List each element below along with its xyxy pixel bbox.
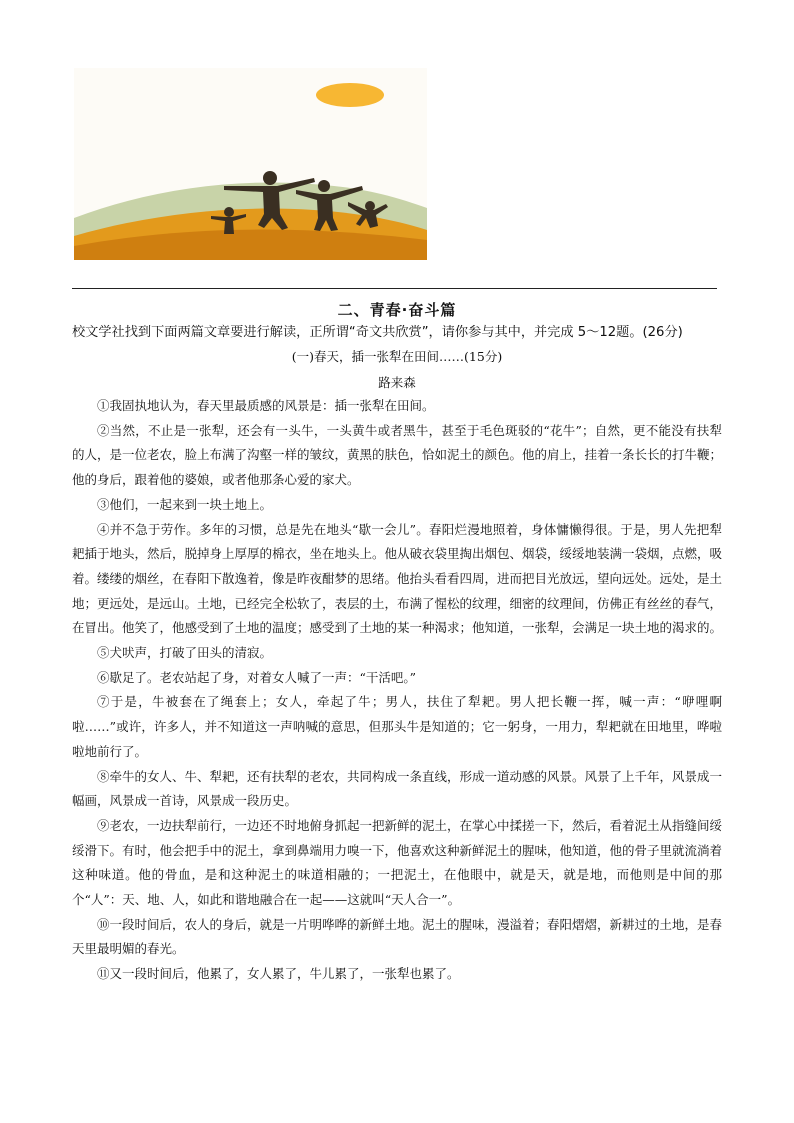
sun-icon — [316, 83, 384, 107]
article-author: 路来森 — [378, 375, 416, 390]
paragraph-4: ④并不急于劳作。多年的习惯，总是先在地头“歇一会儿”。春阳烂漫地照着，身体慵懒得很。于是，男人先把犁耙插于地头，然后，脱掉身上厚厚的棉衣，坐在地头上。他从破衣袋里掏出烟包、烟袋，绥绥地装满一袋烟，点燃，吸着。缕缕的烟丝，在春阳下散逸着，像是昨夜酣梦的思绪。他抬头看看四周，进而把目光放远，望向远处。远处，是土地；更远处，是远山。土地，已经完全松软了，表层的土，布满了惺松的纹理，细密的纹理间，仿佛正有丝丝的春气，在冒出。他笑了，他感受到了土地的温度；感受到了土地的某一种渴求；他知道，一张犁，会满足一块土地的渴求的。 — [72, 521, 723, 636]
article-title: (一)春天，插一张犁在田间……(15分) — [291, 349, 503, 364]
paragraph-2: ②当然，不止是一张犁，还会有一头牛，一头黄牛或者黑牛，甚至于毛色斑驳的“花牛”；自然，更不能没有扶犁的人，是一位老农，脸上布满了沟壑一样的皱纹，黄黑的肤色，恰如泥土的颜色。他的肩上，挂着一条长长的打牛鞭；他的身后，跟着他的婆娘，或者他那条心爱的家犬。 — [72, 422, 723, 488]
paragraph-6: ⑥歇足了。老农站起了身，对着女人喊了一声：“干活吧。” — [97, 669, 417, 685]
article-body — [72, 394, 722, 987]
paragraph-5: ⑤犬吠声，打破了田头的清寂。 — [97, 645, 273, 661]
paragraph-3: ③他们，一起来到一块土地上。 — [97, 496, 273, 512]
paragraph-9: ⑨老农，一边扶犁前行，一边还不时地俯身抓起一把新鲜的泥土，在掌心中揉搓一下，然后，看着泥土从指缝间绥绥滑下。有时，他会把手中的泥土，拿到鼻端用力嗅一下，他喜欢这种新鲜泥土的腥味，他知道，他的骨子里就流淌着这种味道。他的骨血，是和这种泥土的味道相融的；一把泥土，在他眼中，就是天，就是地，而他则是中间的那个“人”：天、地、人，如此和谐地融合在一起——这就叫“天人合一”。 — [72, 817, 723, 908]
header-divider — [72, 288, 717, 289]
section-title: 二、青春·奋斗篇 — [337, 301, 457, 319]
paragraph-7: ⑦于是，牛被套在了绳套上；女人，牵起了牛；男人，扶住了犁耙。男人把长鞭一挥，喊一声：“咿哩啊啦……”或许，许多人，并不知道这一声呐喊的意思，但那头牛是知道的；它一躬身，一用力，犁耙就在田地里，哗啦啦地前行了。 — [72, 694, 722, 759]
paragraph-8: ⑧牵牛的女人、牛、犁耙，还有扶犁的老农，共同构成一条直线，形成一道动感的风景。风景了上千年，风景成一幅画，风景成一首诗，风景成一段历史。 — [72, 768, 723, 809]
section-intro: 校文学社找到下面两篇文章要进行解读，正所谓“奇文共欣赏”，请你参与其中，并完成 5～12题。(26分) — [72, 325, 683, 340]
paragraph-1: ①我固执地认为，春天里最质感的风景是：插一张犁在田间。 — [97, 398, 435, 413]
sunset-silhouette-illustration — [74, 68, 427, 260]
illustration-svg — [74, 68, 427, 260]
paragraph-11: ⑪又一段时间后，他累了，女人累了，牛儿累了，一张犁也累了。 — [97, 966, 460, 982]
paragraph-10: ⑩一段时间后，农人的身后，就是一片明哗哗的新鲜土地。泥土的腥味，漫溢着；春阳熠熠，新耕过的土地，是春天里最明媚的春光。 — [72, 916, 723, 957]
